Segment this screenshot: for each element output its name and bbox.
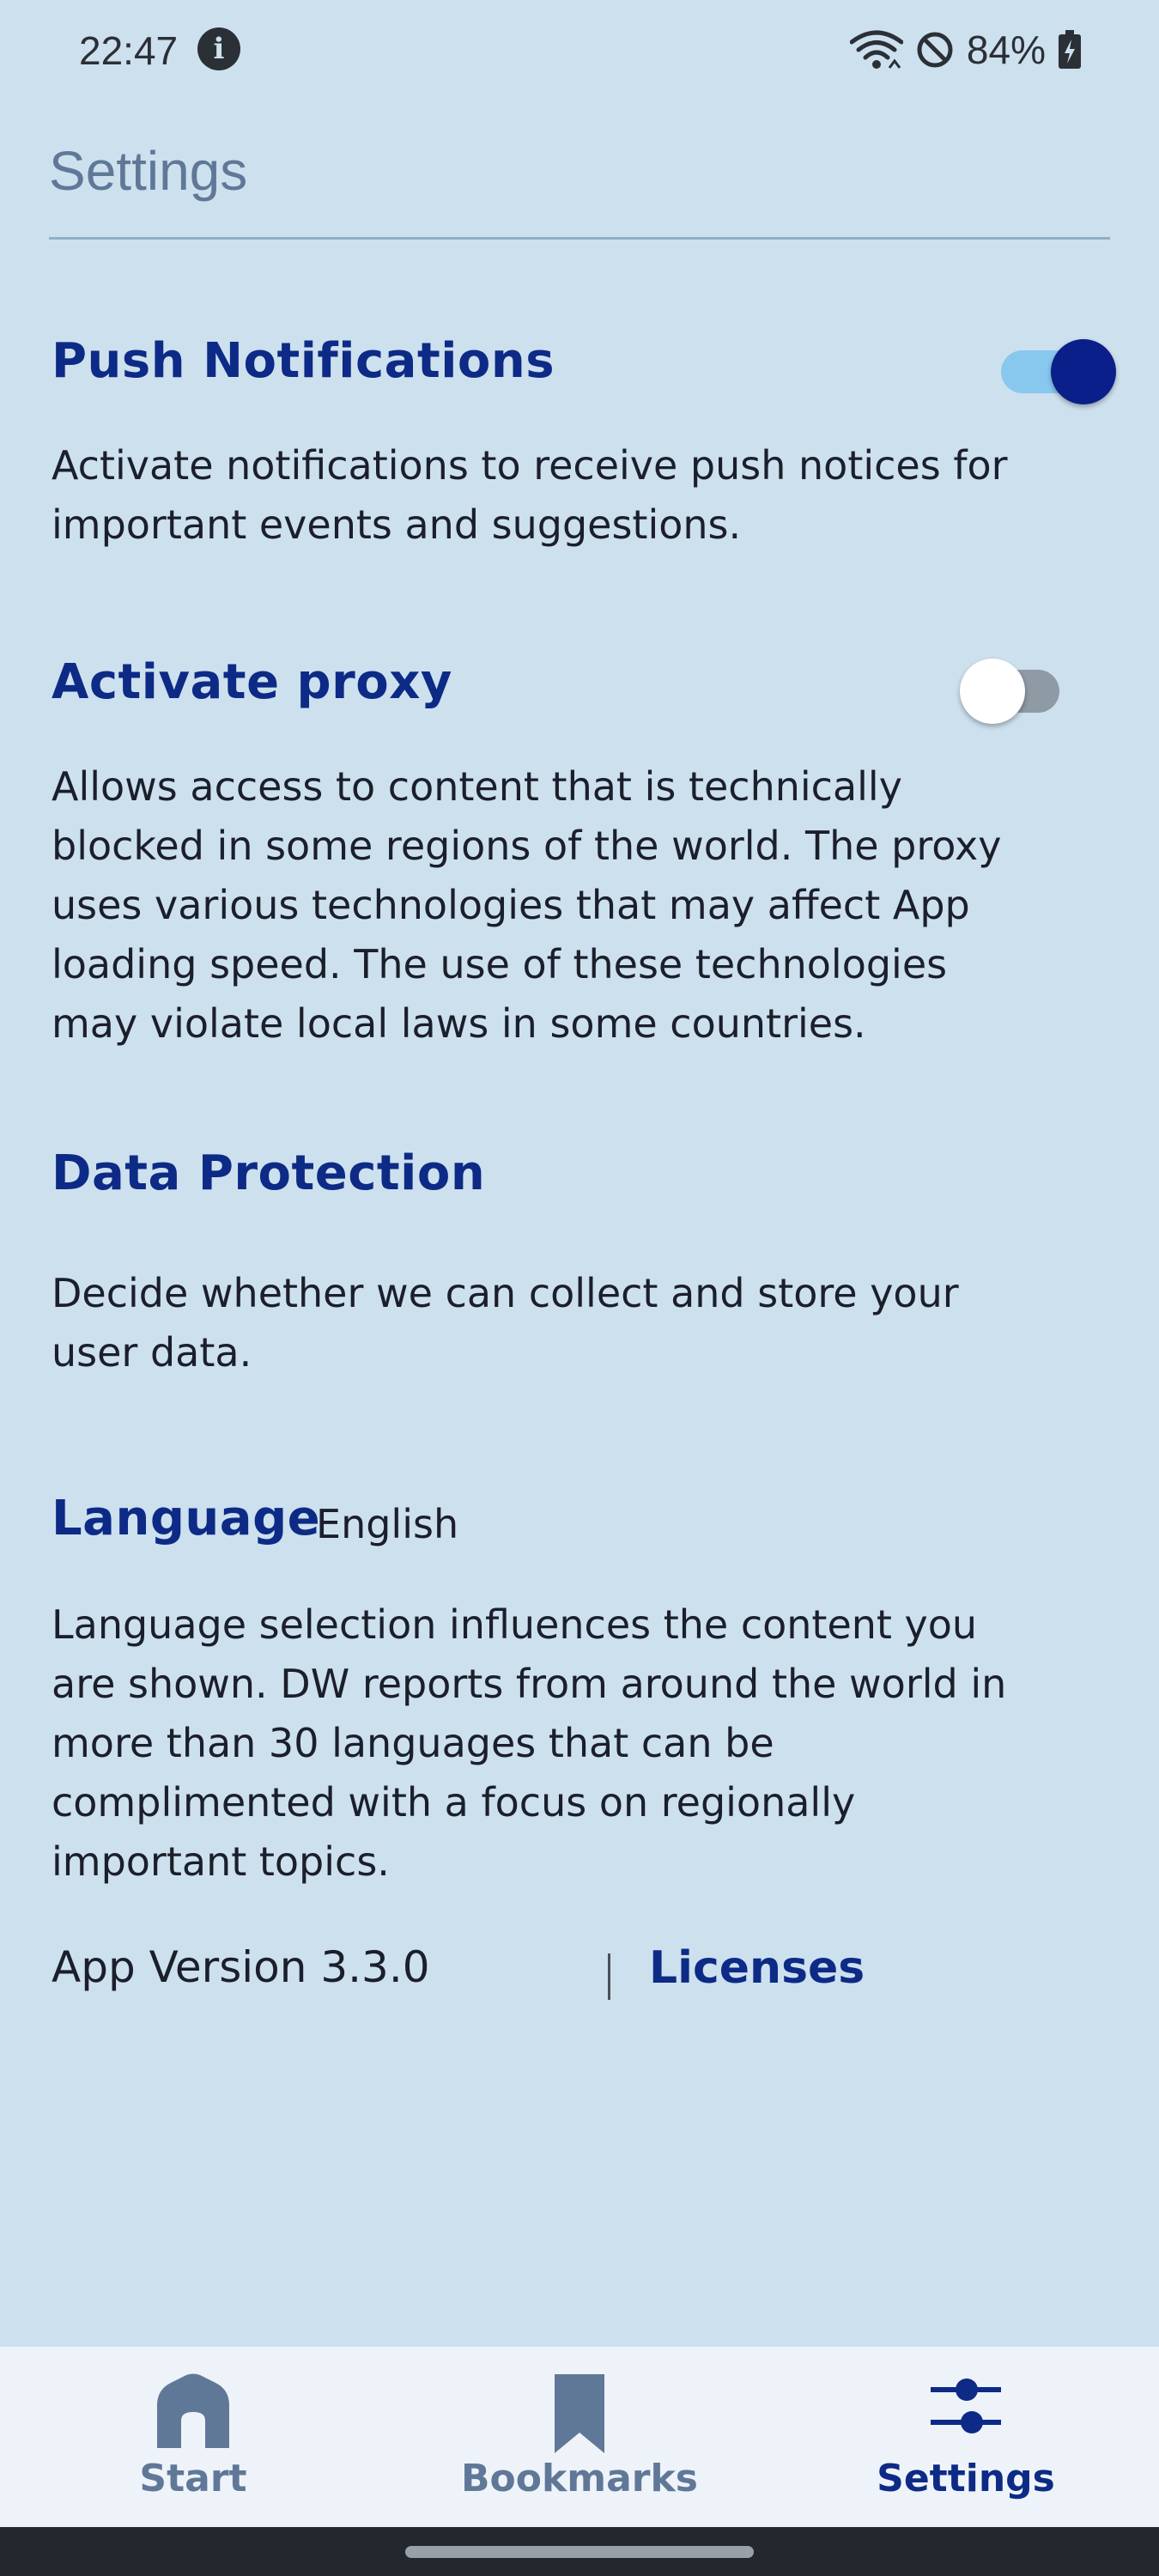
app-version: App Version 3.3.0 [52, 1942, 430, 1992]
language-title[interactable]: Language [52, 1491, 321, 1546]
info-icon: i [197, 27, 240, 70]
sliders-icon [927, 2372, 1004, 2441]
status-time: 22:47 [79, 28, 179, 73]
home-icon [152, 2372, 234, 2450]
language-description: Language selection influences the content you are shown. DW reports from around the world in more than 30 languages that can be complimented with a focus on regionally important topics. [52, 1601, 1007, 1885]
proxy-title: Activate proxy [52, 654, 452, 710]
proxy-toggle[interactable] [960, 648, 1071, 717]
page-title: Settings [49, 140, 248, 202]
footer-separator [608, 1953, 610, 2000]
home-indicator[interactable] [405, 2546, 754, 2558]
toggle-thumb [960, 659, 1025, 724]
battery-percentage: 84% [966, 27, 1046, 72]
nav-label: Settings [877, 2457, 1055, 2500]
push-notifications-toggle[interactable] [987, 329, 1099, 398]
language-value[interactable]: English [316, 1501, 459, 1547]
status-icons [850, 26, 1082, 74]
nav-item-start[interactable] [0, 2347, 386, 2527]
battery-charging-icon [1058, 30, 1082, 70]
bookmark-icon [553, 2372, 606, 2455]
system-navigation-bar [0, 2527, 1159, 2576]
proxy-description: Allows access to content that is technically blocked in some regions of the world. The proxy uses various technologies that may affect App loading speed. The use of these technologies may violate local laws in some countries. [52, 763, 1002, 1047]
status-bar [0, 0, 1159, 103]
nav-item-settings[interactable] [773, 2347, 1159, 2527]
bottom-navigation [0, 2347, 1159, 2527]
nav-label: Bookmarks [461, 2457, 698, 2500]
data-protection-title[interactable]: Data Protection [52, 1145, 486, 1201]
header-divider [49, 237, 1110, 240]
data-protection-description: Decide whether we can collect and store your user data. [52, 1270, 959, 1376]
do-not-disturb-icon [915, 30, 955, 70]
push-notifications-title: Push Notifications [52, 333, 555, 389]
wifi-icon [850, 28, 903, 71]
nav-label: Start [139, 2457, 247, 2500]
licenses-link[interactable]: Licenses [649, 1942, 865, 1994]
push-notifications-description: Activate notifications to receive push notices for important events and suggestions. [52, 442, 1008, 548]
nav-item-bookmarks[interactable] [386, 2347, 773, 2527]
toggle-thumb [1051, 339, 1116, 404]
